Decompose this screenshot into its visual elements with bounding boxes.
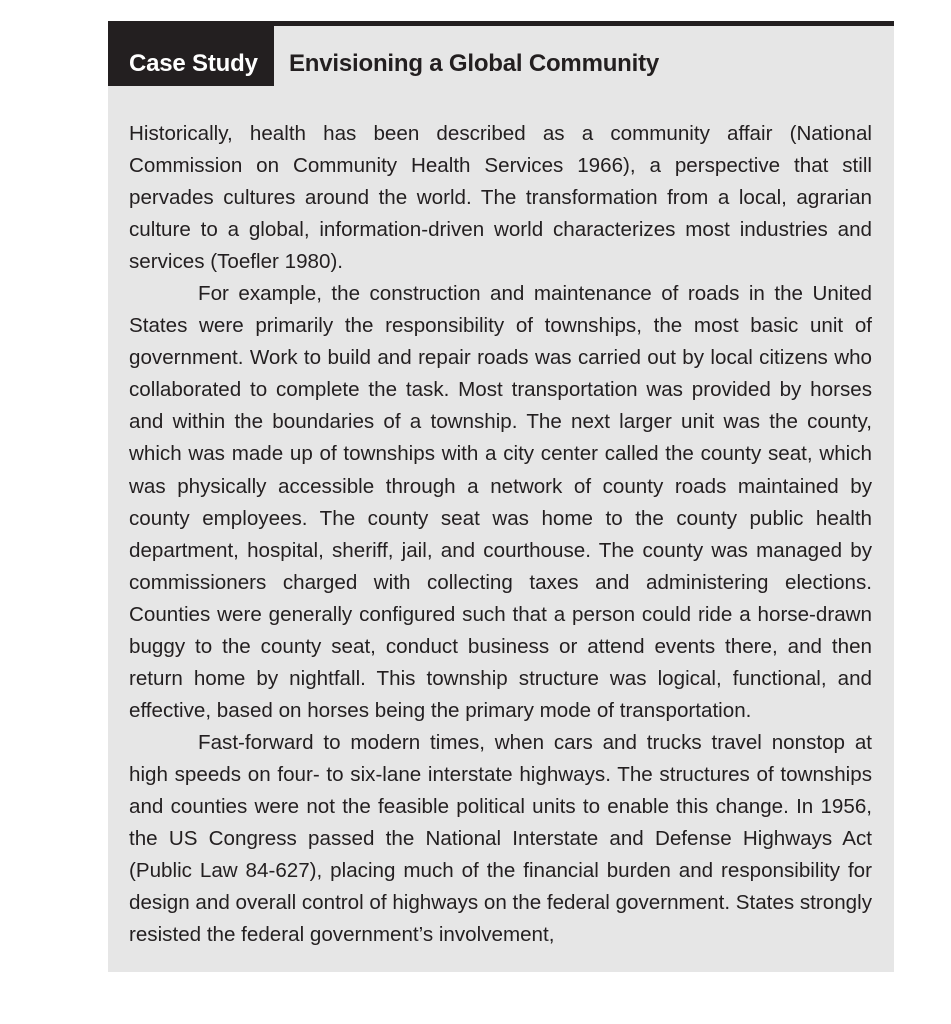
- case-study-title: Envisioning a Global Community: [289, 50, 660, 77]
- paragraph: Historically, health has been described as a community affair (National Commission on Community Health Services 1966), a perspective that still pervades cultures around the world. The transformation from a local, agrarian culture to a global, information-driven world characterizes most industries and services (Toefler 1980).: [129, 122, 872, 274]
- paragraph: For example, the construction and maintenance of roads in the United States were primarily the responsibility of townships, the most basic unit of government. Work to build and repair roads was carried out by local citizens who collaborated to complete the task. Most transportation was provided by horses and within the boundaries of a township. The next larger unit was the county, which was made up of townships with a city center called the county seat, which was physically accessible through a network of county roads maintained by county employees. The county seat was home to the county public health department, hospital, sheriff, jail, and courthouse. The county was managed by commissioners charged with collecting taxes and administering elections. Counties were generally configured such that a person could ride a horse-drawn buggy to the county seat, conduct business or attend events there, and then return home by nightfall. This township structure was logical, functional, and effective, based on horses being the primary mode of transportation.: [129, 282, 872, 722]
- case-study-body: [129, 118, 872, 951]
- case-study-label: Case Study: [108, 26, 274, 86]
- paragraph: Fast-forward to modern times, when cars and trucks travel nonstop at high speeds on four- to six-lane interstate highways. The structures of townships and counties were not the feasible political units to enable this change. In 1956, the US Congress passed the National Interstate and Defense Highways Act (Public Law 84-627), placing much of the financial burden and responsibility for design and overall control of highways on the federal government. States strongly resisted the federal government’s involvement,: [129, 730, 872, 947]
- case-study-box: [108, 21, 894, 972]
